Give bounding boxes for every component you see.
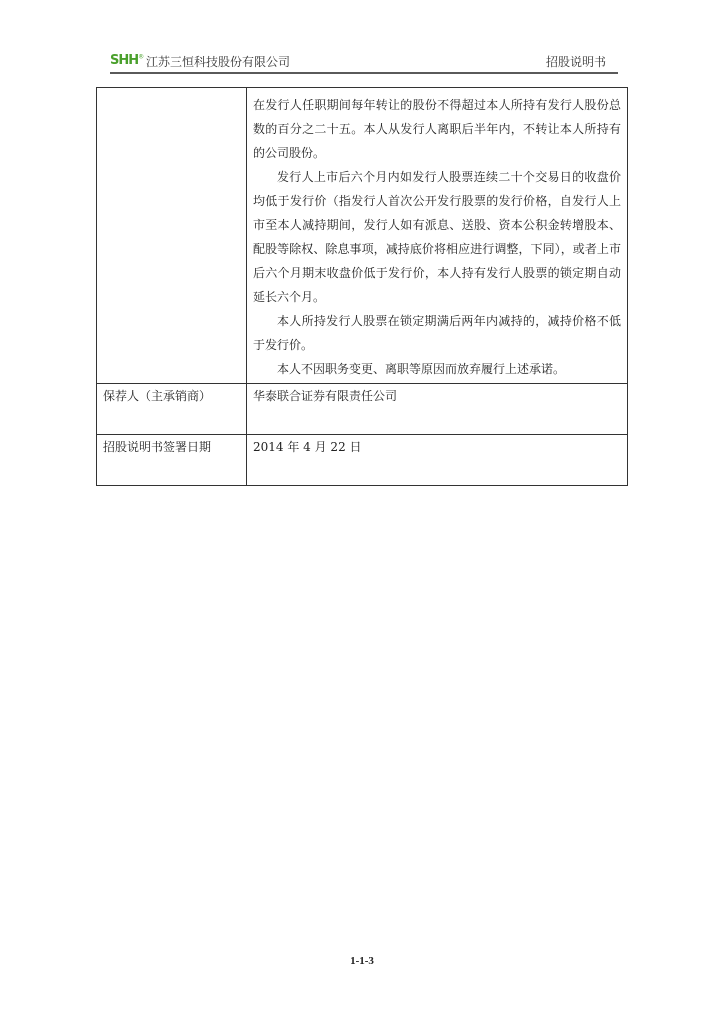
company-logo: [110, 53, 143, 68]
company-name: 江苏三恒科技股份有限公司: [146, 55, 291, 69]
info-table: [96, 87, 628, 486]
logo-text: SHH: [110, 53, 139, 68]
page-header: [110, 50, 618, 74]
commitment-paragraph: 本人所持发行人股票在锁定期满后两年内减持的，减持价格不低于发行价。: [253, 314, 621, 352]
document-title: 招股说明书: [545, 55, 606, 69]
commitment-text: [247, 88, 628, 384]
table-row-sign-date: [97, 435, 628, 486]
logo-registered-mark: ®: [138, 53, 144, 61]
table-row-commitment: [97, 88, 628, 384]
sign-date-label: 招股说明书签署日期: [97, 435, 247, 486]
page-number: 1-1-3: [350, 955, 374, 967]
commitment-paragraph: 本人不因职务变更、离职等原因而放弃履行上述承诺。: [277, 362, 566, 376]
commitment-paragraph: 在发行人任职期间每年转让的股份不得超过本人所持有发行人股份总数的百分之二十五。本人从发行人离职后半年内，不转让本人所持有的公司股份。: [253, 98, 621, 160]
table-row-sponsor: [97, 384, 628, 435]
commitment-paragraph: 发行人上市后六个月内如发行人股票连续二十个交易日的收盘价均低于发行价（指发行人首次公开发行股票的发行价格，自发行人上市至本人减持期间，发行人如有派息、送股、资本公积金转增股本、配股等除权、除息事项，减持底价将相应进行调整，下同），或者上市后六个月期末收盘价低于发行价，本人持有发行人股票的锁定期自动延长六个月。: [253, 170, 621, 304]
commitment-label: [97, 88, 247, 384]
sponsor-value: 华泰联合证券有限责任公司: [247, 384, 628, 435]
sponsor-label: 保荐人（主承销商）: [97, 384, 247, 435]
sign-date-value: 2014 年 4 月 22 日: [247, 435, 628, 486]
